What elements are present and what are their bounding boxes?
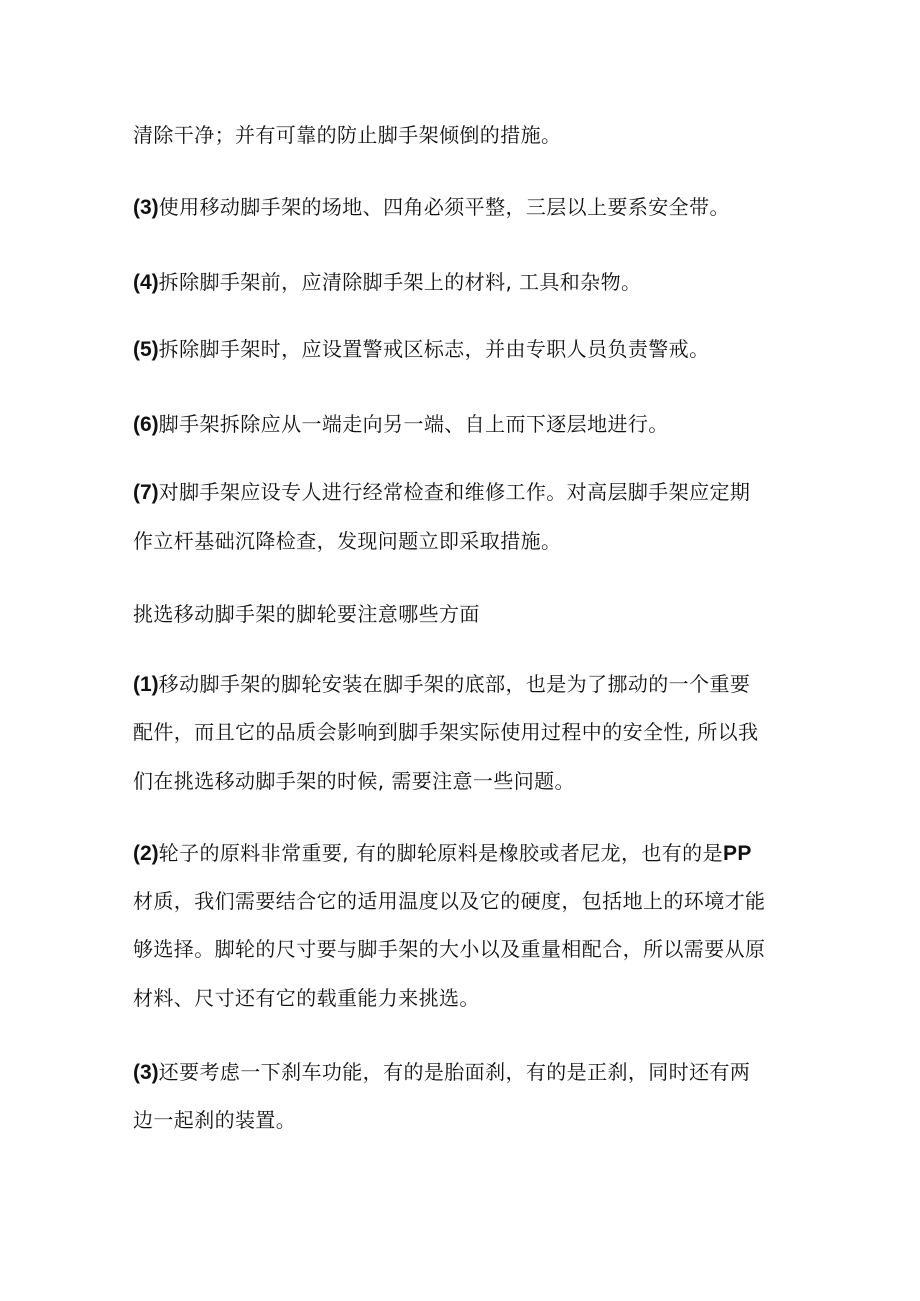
heading-text: 挑选移动脚手架的脚轮要注意哪些方面: [133, 602, 480, 626]
item-number: (3): [133, 196, 159, 219]
text-line: [133, 985, 813, 1011]
text-line: [133, 719, 813, 745]
item-text: 拆除脚手架前，应清除脚手架上的材料, 工具和杂物。: [158, 270, 642, 294]
line-text: 们在挑选移动脚手架的时候, 需要注意一些问题。: [133, 769, 575, 793]
line-text: 材质，我们需要结合它的适用温度以及它的硬度，包括地上的环境才能: [133, 889, 766, 913]
line-text: 边一起刹的装置。: [133, 1108, 297, 1132]
list-item-1: [133, 671, 813, 698]
text-line: [133, 768, 813, 794]
line-text: 材料、尺寸还有它的载重能力来挑选。: [133, 986, 480, 1010]
text-line: [133, 528, 813, 554]
line-text: 配件，而且它的品质会影响到脚手架实际使用过程中的安全性, 所以我: [133, 720, 759, 744]
text-line: [133, 1107, 813, 1133]
item-text: 还要考虑一下刹车功能，有的是胎面刹，有的是正刹，同时还有两: [158, 1060, 751, 1084]
line-text: 作立杆基础沉降检查，发现问题立即采取措施。: [133, 529, 562, 553]
item-text: 使用移动脚手架的场地、四角必须平整，三层以上要系安全带。: [158, 195, 730, 219]
text-line: [133, 888, 813, 914]
line-text: 够选择。脚轮的尺寸要与脚手架的大小以及重量相配合，所以需要从原: [133, 937, 766, 961]
section-heading: [133, 601, 813, 627]
list-item-6: [133, 411, 813, 438]
pp-label: PP: [723, 842, 752, 865]
item-number: (6): [133, 413, 159, 436]
list-item-7: [133, 479, 813, 506]
item-text: 脚手架拆除应从一端走向另一端、自上而下逐层地进行。: [158, 412, 669, 436]
list-item-3: [133, 194, 813, 221]
item-number: (5): [133, 338, 159, 361]
item-number: (1): [133, 673, 159, 696]
list-item-4: [133, 269, 813, 296]
list-item-3b: [133, 1059, 813, 1086]
item-number: (2): [133, 842, 159, 865]
item-text: 拆除脚手架时，应设置警戒区标志，并由专职人员负责警戒。: [158, 337, 710, 361]
item-text: 移动脚手架的脚轮安装在脚手架的底部，也是为了挪动的一个重要: [158, 672, 751, 696]
item-text: 轮子的原料非常重要, 有的脚轮原料是橡胶或者尼龙，也有的是: [158, 841, 723, 865]
text-line: [133, 936, 813, 962]
item-number: (3): [133, 1061, 159, 1084]
list-item-2: [133, 840, 813, 867]
text-line: [133, 122, 813, 148]
list-item-5: [133, 336, 813, 363]
item-number: (7): [133, 481, 159, 504]
item-number: (4): [133, 271, 159, 294]
line-text: 清除干净；并有可靠的防止脚手架倾倒的措施。: [133, 123, 562, 147]
item-text: 对脚手架应设专人进行经常检查和维修工作。对高层脚手架应定期: [158, 480, 751, 504]
